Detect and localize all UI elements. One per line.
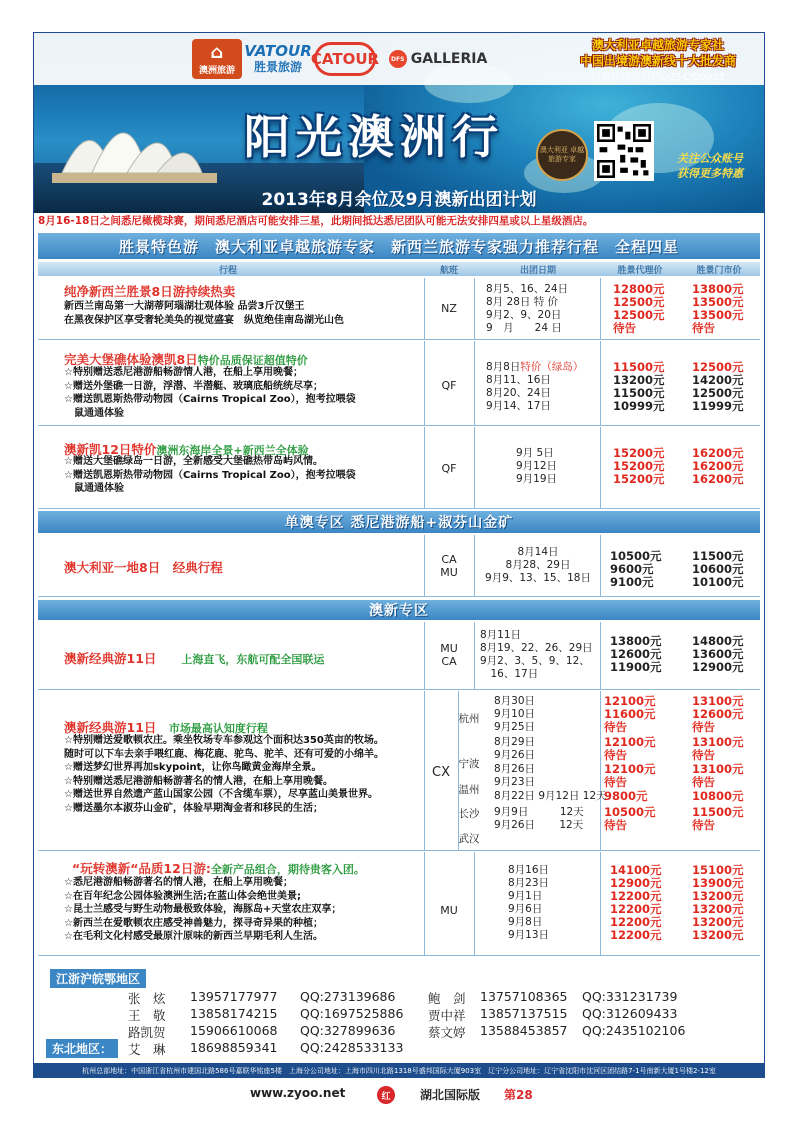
qr-code[interactable]	[594, 121, 654, 181]
retail-prices: 16200元 16200元 16200元	[692, 446, 744, 486]
col-agent-price: 胜景代理价	[617, 266, 663, 276]
qr-code-icon	[597, 124, 651, 178]
tour-title: 澳新凯12日特价澳洲东海岸全景+新西兰全体验	[64, 442, 309, 457]
agency-name: 澳大利亚卓越旅游专家社	[591, 38, 724, 52]
tour-row-aus-reef8[interactable]	[38, 341, 760, 426]
departure-dates: 8月11日 8月19、22、26、29日 9月2、3、5、9、12、 16、17日	[480, 629, 593, 680]
contact-name: 王 敬	[128, 1008, 166, 1023]
tour-row-anz12[interactable]	[38, 427, 760, 509]
retail-prices: 15100元 13900元 13200元 13200元 13200元 13200元	[692, 863, 744, 942]
tour-row-aus8[interactable]	[38, 535, 760, 597]
logo-galleria: DFS GALLERIA	[384, 39, 492, 79]
tour-row-nz8[interactable]	[38, 278, 760, 340]
region-label-east: 江浙沪皖鄂地区	[50, 969, 146, 988]
dfs-mark: DFS	[389, 50, 407, 68]
tour-description: 新西兰南岛第一大湖蒂阿瑙湖壮观体验 品尝3斤汉堡王 在黑夜保护区享受奢轮美奂的视觉盛宴 纵览绝佳南岛湖光山色	[64, 301, 344, 326]
retail-prices: 12500元 14200元 12500元 11999元	[692, 360, 744, 413]
departure-dates: 9月 5日 9月12日 9月19日	[516, 447, 558, 485]
agent-prices: 15200元 15200元 15200元	[613, 446, 665, 486]
logo-vatour: VATOUR 胜景旅游	[244, 42, 312, 74]
tour-description: ☆悉尼港游船畅游著名的情人港，在船上享用晚餐； ☆在百年纪念公园体验澳洲生活;在蓝山体会绝世美景; ☆昆士兰感受与野生动物最极致体验，海豚岛+天堂农庄双享； ☆新西兰在爱歌顿农庄感受神兽魅力，探寻奇异果的种植； ☆在毛利文化村感受最原汁原味的新西兰早期毛利人生活。	[64, 877, 342, 942]
opera-house-image	[52, 88, 217, 183]
poster	[33, 32, 765, 1078]
airline-code: QF	[441, 462, 457, 475]
contact-name: 蔡文婷	[428, 1025, 466, 1040]
col-flight: 航班	[439, 266, 458, 276]
agent-prices: 11500元 13200元 11500元 10999元	[613, 360, 665, 413]
contact-qq[interactable]: QQ:2428533133	[300, 1040, 404, 1055]
airline-code: QF	[441, 379, 457, 392]
contact-qq[interactable]: QQ:327899636	[300, 1023, 396, 1038]
contact-phone[interactable]: 15906610068	[190, 1023, 278, 1038]
city-wuhan: 武汉	[458, 833, 480, 845]
agent-prices: 12800元 12500元 12500元 待告	[613, 282, 665, 335]
agent-prices: 14100元 12900元 12200元 12200元 12200元 12200元	[610, 863, 662, 942]
tour-title: 完美大堡礁体验澳凯8日特价品质保证超值特价	[64, 352, 308, 367]
col-date: 出团日期	[519, 266, 556, 276]
departure-dates: 8月8日特价（绿岛） 8月11、16日 8月20、24日 9月14、17日	[486, 361, 584, 412]
hero-banner	[34, 33, 764, 213]
tour-row-anz12-premium[interactable]	[38, 852, 760, 956]
contact-name: 路凯贺	[128, 1025, 166, 1040]
hotel-notice: 8月16-18日之间悉尼橄榄球赛，期间悉尼酒店可能安排三星，此期间抵达悉尼团队可能无法安排四星或以上星级酒店。	[38, 215, 594, 227]
retail-prices: 13800元 13500元 13500元 待告	[692, 282, 744, 335]
contact-phone[interactable]: 13957177977	[190, 989, 278, 1004]
agent-prices: 12100元 11600元 待告 12100元 待告 12100元 待告 9800元 10500元 待告	[604, 694, 656, 832]
contact-phone[interactable]: 13858174215	[190, 1006, 278, 1021]
tour-title: 澳新经典游11日 上海直飞，东航可配全国联运	[64, 651, 325, 666]
city-hangzhou: 杭州	[458, 713, 480, 725]
contact-phone[interactable]: 18698859341	[190, 1040, 278, 1055]
section-band-australia: 单澳专区 悉尼港游船+淑芬山金矿	[38, 511, 760, 533]
departure-dates: 8月5、16、24日 8月 28日 特 价 9月2、9、20日 9 月 24 日	[486, 283, 569, 334]
section-band-anz: 澳新专区	[38, 600, 760, 620]
departure-dates: 8月14日 8月28、29日 9月9、13、15、18日	[485, 546, 591, 584]
contact-name: 贾中祥	[428, 1008, 466, 1023]
airline-code: NZ	[441, 302, 457, 315]
office-addresses: 杭州总部地址：中国浙江省杭州市建国北路586号嘉联华铭座5楼 上海分公司地址：上海市四川北路1318号盛邦国际大厦903室 辽宁分公司地址：辽宁省沈阳市沈河区团结路7-1号南新大厦1号楼2-12室	[34, 1063, 764, 1078]
col-retail-price: 胜景门市价	[696, 266, 742, 276]
agent-prices: 13800元 12600元 11900元	[610, 634, 662, 674]
contact-qq[interactable]: QQ:1697525886	[300, 1006, 404, 1021]
contact-name: 艾 琳	[128, 1042, 166, 1057]
airline-code: MU	[440, 904, 458, 917]
website-link[interactable]: www.zyoo.net	[250, 1086, 346, 1100]
section-band-featured: 胜景特色游 澳大利亚卓越旅游专家 新西兰旅游专家强力推荐行程 全程四星	[38, 233, 760, 259]
tour-title: 澳大利亚一地8日 经典行程	[64, 560, 223, 575]
contact-qq[interactable]: QQ:331231739	[582, 989, 678, 1004]
city-changsha: 长沙	[458, 808, 480, 820]
retail-prices: 14800元 13600元 12900元	[692, 634, 744, 674]
contact-name: 张 炫	[128, 991, 166, 1006]
logo-aus-tour: ⌂ 澳洲旅游	[192, 39, 242, 79]
agency-slogan: 中国出境游澳新线十大批发商	[579, 54, 736, 68]
contact-phone[interactable]: 13857137515	[480, 1006, 568, 1021]
newspaper-logo-icon: 红	[377, 1086, 395, 1104]
contact-qq[interactable]: QQ:273139686	[300, 989, 396, 1004]
tour-title: 澳新经典游11日 市场最高认知度行程	[64, 720, 268, 735]
page-footer	[0, 1086, 800, 1106]
contact-name: 鲍 剑	[428, 991, 466, 1006]
contact-qq[interactable]: QQ:2435102106	[582, 1023, 686, 1038]
page-number: 第28	[504, 1088, 533, 1102]
edition-label: 湖北国际版	[420, 1088, 481, 1102]
tour-title: “玩转澳新“品质12日游:全新产品组合，期待贵客入团。	[72, 861, 365, 876]
city-ningbo: 宁波	[458, 758, 480, 770]
tour-description: ☆赠送大堡礁绿岛一日游，全新感受大堡礁热带岛屿风情。 ☆赠送凯恩斯热带动物园（Cairns Tropical Zoo），抱考拉喂袋 鼠通通体验	[64, 456, 356, 494]
column-header	[38, 262, 760, 276]
agent-prices: 10500元 9600元 9100元	[610, 549, 662, 589]
tour-title: 纯净新西兰胜景8日游持续热卖	[64, 284, 236, 299]
departure-dates: 8月16日 8月23日 9月1日 9月6日 9月8日 9月13日	[508, 864, 550, 941]
expert-badge: 澳大利亚 卓越 旅游专家	[536, 129, 588, 181]
page-subtitle: 2013年8月余位及9月澳新出团计划	[261, 190, 537, 210]
retail-prices: 13100元 12600元 待告 13100元 待告 13100元 待告 10800元 11500元 待告	[692, 694, 744, 832]
contact-list	[38, 969, 760, 1059]
tour-row-anz11-cx[interactable]	[38, 691, 760, 851]
airline-code: CA MU	[440, 553, 458, 579]
page-title: 阳光澳洲行	[244, 110, 504, 164]
city-wenzhou: 温州	[458, 784, 480, 796]
airline-code: MU CA	[440, 642, 458, 668]
contact-phone[interactable]: 13588453857	[480, 1023, 568, 1038]
tour-row-anz11-shanghai[interactable]	[38, 622, 760, 690]
tour-description: ☆特别赠送悉尼港游船畅游情人港，在船上享用晚餐； ☆赠送外堡礁一日游，浮潜、半潜艇、玻璃底船统统尽享； ☆赠送凯恩斯热带动物园（Cairns Tropical Zoo），抱考拉喂袋 鼠通通体验	[64, 367, 356, 419]
retail-prices: 11500元 10600元 10100元	[692, 549, 744, 589]
col-itinerary: 行程	[218, 266, 237, 276]
logo-catour: CATOUR	[314, 42, 376, 76]
agency-info	[558, 37, 758, 85]
contact-phone[interactable]: 13757108365	[480, 989, 568, 1004]
follow-prompt: 关注公众账号 获得更多特惠	[677, 152, 743, 180]
license-number: 经营许可证号码L-ZJ-CJ00022	[591, 72, 725, 83]
tour-description: ☆特别赠送爱歌顿农庄。乘坐牧场专车参观这个面积达350英亩的牧场。 随时可以下车去亲手喂红鹿、梅花鹿、驼鸟、驼羊、还有可爱的小绵羊。 ☆赠送梦幻世界再加skypoint，让你鸟瞰黄金海岸全景。 ☆特别赠送悉尼港游船畅游著名的情人港，在船上享用晚餐。 ☆赠送世界自然遗产蓝山国家公园（不含缆车票），尽享蓝山美景世界。 ☆赠送墨尔本淑芬山金矿，体验早期淘金者和移民的生活；	[64, 735, 384, 814]
contact-qq[interactable]: QQ:312609433	[582, 1006, 678, 1021]
departure-dates: 8月30日 9月10日 9月25日 8月29日 9月26日 8月26日 9月23日 8月22日 9月12日 12天 9月9日 12天 9月26日 12天	[494, 695, 607, 831]
airline-code: CX	[432, 765, 450, 780]
region-label-northeast: 东北地区：	[46, 1039, 118, 1058]
